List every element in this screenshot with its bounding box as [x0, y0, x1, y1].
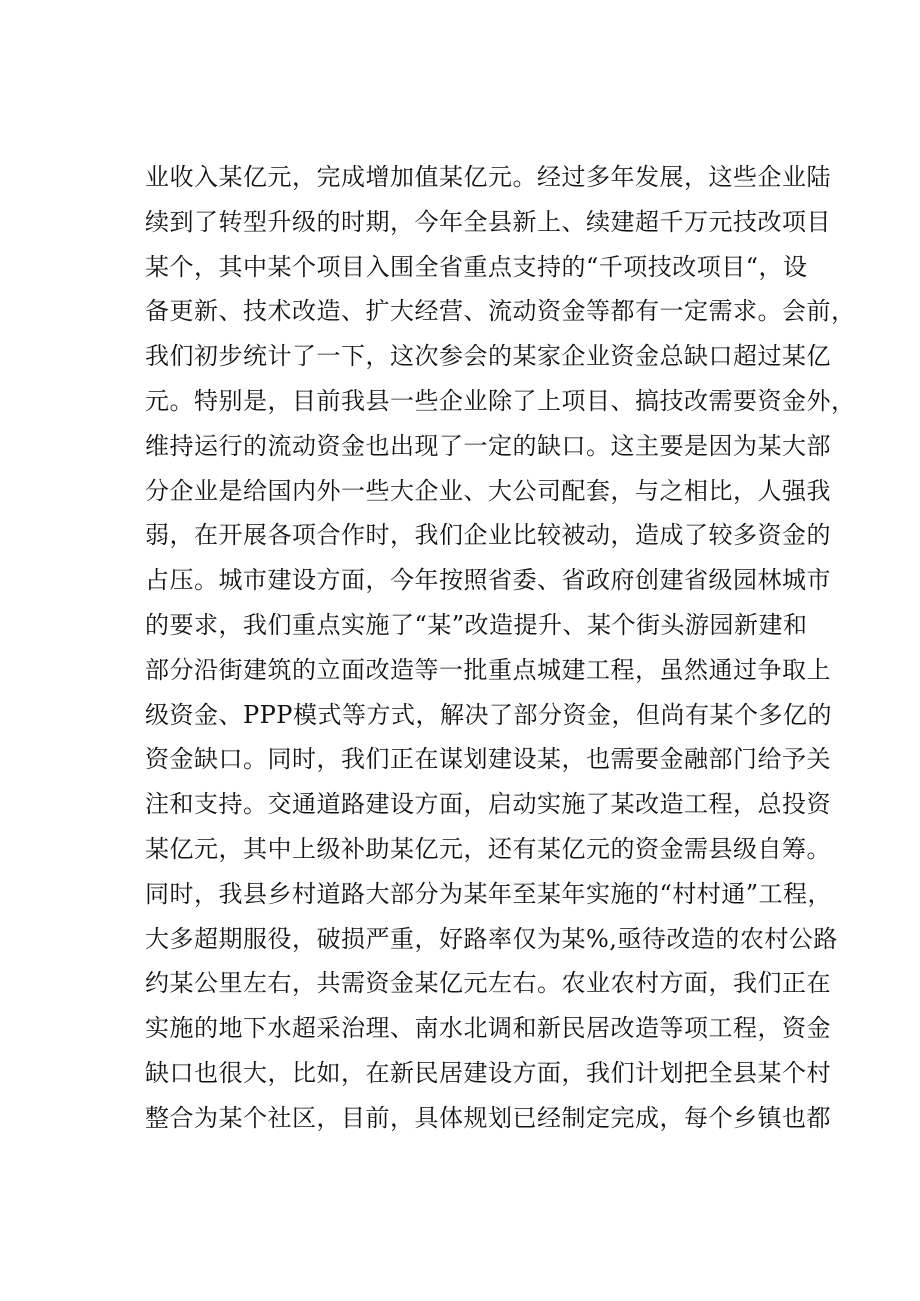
text-line: 续到了转型升级的时期，今年全县新上、续建超千万元技改项目 — [145, 207, 831, 236]
text-line: 维持运行的流动资金也出现了一定的缺口。这主要是因为某大部 — [145, 431, 831, 460]
text-line: 某亿元，其中上级补助某亿元，还有某亿元的资金需县级自筹。 — [145, 834, 831, 863]
text-line: 整合为某个社区，目前，具体规划已经制定完成，每个乡镇也都 — [145, 1103, 831, 1132]
text-line: 同时，我县乡村道路大部分为某年至某年实施的“村村通”工程， — [145, 879, 833, 908]
text-line: 占压。城市建设方面，今年按照省委、省政府创建省级园林城市 — [145, 566, 831, 595]
text-line: 部分沿街建筑的立面改造等一批重点城建工程，虽然通过争取上 — [145, 655, 831, 684]
text-line: 备更新、技术改造、扩大经营、流动资金等都有一定需求。会前， — [145, 297, 856, 326]
text-line: 级资金、PPP模式等方式，解决了部分资金，但尚有某个多亿的 — [145, 700, 832, 729]
text-line: 约某公里左右，共需资金某亿元左右。农业农村方面，我们正在 — [145, 969, 831, 998]
text-line: 元。特别是，目前我县一些企业除了上项目、搞技改需要资金外， — [145, 386, 856, 415]
text-line: 某个，其中某个项目入围全省重点支持的“千项技改项目“，设 — [145, 252, 808, 281]
text-line: 注和支持。交通道路建设方面，启动实施了某改造工程，总投资 — [145, 790, 831, 819]
text-line: 的要求，我们重点实施了“某”改造提升、某个街头游园新建和 — [145, 610, 808, 639]
text-line: 分企业是给国内外一些大企业、大公司配套，与之相比，人强我 — [145, 476, 831, 505]
text-line: 实施的地下水超采治理、南水北调和新民居改造等项工程，资金 — [145, 1014, 831, 1043]
text-line: 我们初步统计了一下，这次参会的某家企业资金总缺口超过某亿 — [145, 342, 831, 371]
text-line: 资金缺口。同时，我们正在谋划建设某，也需要金融部门给予关 — [145, 745, 831, 774]
text-line: 大多超期服役，破损严重，好路率仅为某%,亟待改造的农村公路 — [145, 924, 838, 953]
body-text — [145, 155, 856, 1141]
text-line: 缺口也很大，比如，在新民居建设方面，我们计划把全县某个村 — [145, 1058, 831, 1087]
text-line: 业收入某亿元，完成增加值某亿元。经过多年发展，这些企业陆 — [145, 163, 831, 191]
text-line: 弱，在开展各项合作时，我们企业比较被动，造成了较多资金的 — [145, 521, 831, 550]
